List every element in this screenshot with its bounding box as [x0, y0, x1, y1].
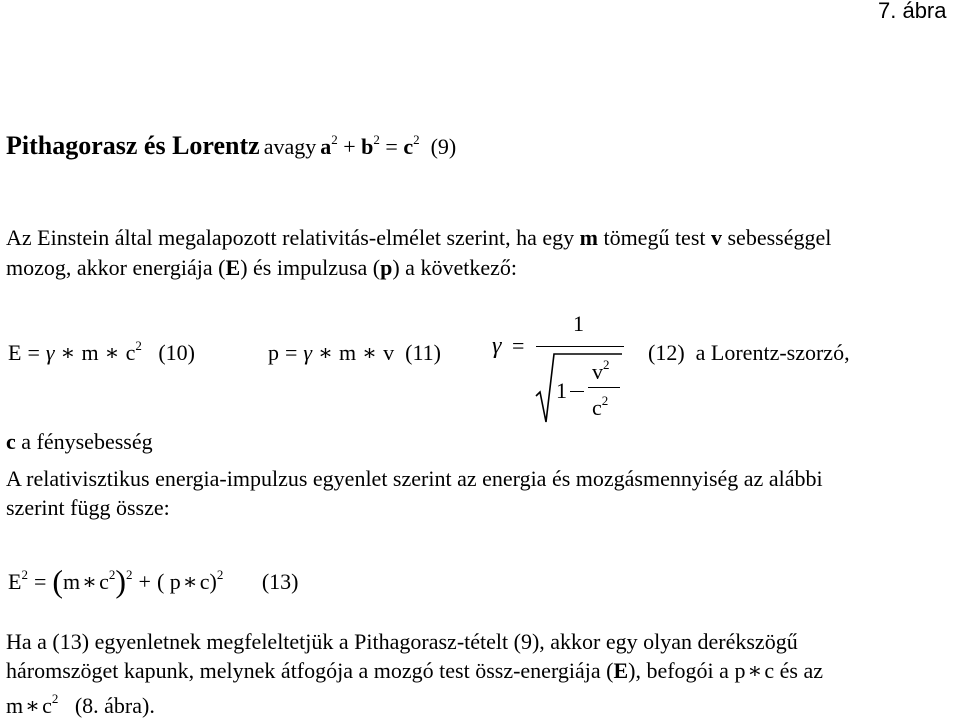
eq13-pc-exp: 2 [216, 567, 224, 582]
eq12-equals: = [512, 333, 525, 358]
intro-E: E [225, 255, 241, 280]
eq13-group-exp: 2 [126, 567, 133, 582]
title-c-exp: 2 [413, 132, 420, 147]
title-c: c [403, 134, 414, 159]
eq11-equals: = [285, 340, 298, 365]
title-b-exp: 2 [373, 132, 380, 147]
page-title [6, 128, 456, 168]
eq10-m: m [81, 340, 99, 365]
eq11-number: (11) [405, 340, 441, 365]
eq12-label [648, 339, 850, 367]
eq11-gamma: γ [303, 340, 313, 365]
equation-10 [8, 338, 195, 368]
eq12-minus-sign [570, 391, 584, 392]
definition-c-text: a fénysebesség [21, 429, 153, 454]
eq12-sqrt-sign [534, 350, 624, 428]
title-eq: = [385, 134, 398, 159]
eq12-main-fraction-bar [536, 346, 624, 347]
title-plus: + [343, 134, 356, 159]
eq11-p: p [268, 340, 279, 365]
equation-11 [268, 338, 441, 368]
para3-star-2: ∗ [25, 693, 41, 718]
eq13-star-2: ∗ [182, 569, 198, 594]
eq13-big-rparen: ) [115, 563, 127, 599]
intro-text-5: ) és impulzusa ( [240, 255, 381, 280]
eq11-m: m [339, 340, 357, 365]
paragraph-3-line-3 [6, 692, 155, 720]
para3-c: c [764, 658, 775, 683]
title-bold: Pithagorasz és Lorentz [6, 131, 260, 160]
para3-m: m [6, 693, 24, 718]
para3-exp: 2 [51, 691, 59, 706]
eq13-m: m [63, 569, 81, 594]
eq12-numerator: 1 [573, 311, 584, 336]
paragraph-3-line-2 [6, 657, 823, 685]
intro-text-3: sebességgel [727, 225, 832, 250]
eq13-number: (13) [261, 569, 299, 594]
para3-p: p [734, 658, 746, 683]
eq12-number: (12) [648, 340, 685, 365]
eq12-v: v [592, 359, 603, 384]
eq12-inner-fraction-bar [588, 387, 620, 388]
eq12-gamma: γ [492, 333, 502, 359]
eq13-E-exp: 2 [21, 567, 28, 582]
eq13-p: p [169, 569, 181, 594]
para3-E: E [613, 658, 629, 683]
eq13-c-1: c [99, 569, 109, 594]
paragraph-2-line-1: A relativisztikus energia-impulzus egyenlet szerint az energia és mozgásmennyiség az alábbi [6, 466, 823, 491]
intro-line-1 [6, 224, 831, 252]
eq13-equals: = [33, 569, 47, 594]
para3-text-2: ), befogói a [628, 658, 729, 683]
paragraph-3-line-1: Ha a (13) egyenletnek megfeleltetjük a Pithagorasz-tételt (9), akkor egy olyan derékszögű [6, 629, 798, 654]
intro-m: m [579, 225, 598, 250]
equation-13 [8, 563, 299, 599]
intro-p: p [380, 255, 393, 280]
figure-label: 7. ábra [878, 0, 947, 23]
para3-text-4: (8. ábra). [74, 693, 155, 718]
title-b: b [361, 134, 374, 159]
title-rest: avagy [263, 134, 317, 159]
para3-text-3: és az [779, 658, 824, 683]
eq13-star-1: ∗ [82, 569, 98, 594]
title-a-exp: 2 [331, 132, 338, 147]
eq12-v-squared [592, 359, 610, 385]
intro-line-2 [6, 254, 517, 282]
intro-text-6: ) a következő: [392, 255, 517, 280]
para3-c-2: c [42, 693, 52, 718]
eq11-v: v [383, 340, 395, 365]
eq10-gamma: γ [45, 340, 55, 365]
intro-text-2: tömegű test [603, 225, 706, 250]
eq10-star-1: ∗ [60, 340, 76, 365]
eq12-v-exp: 2 [603, 357, 610, 372]
eq13-big-lparen: ( [52, 563, 64, 599]
eq12-c: c [592, 395, 602, 420]
eq12-c-squared [592, 395, 608, 421]
definition-c-symbol: c [6, 429, 16, 454]
eq10-E: E [8, 340, 22, 365]
eq11-star-2: ∗ [362, 340, 378, 365]
eq10-equals: = [27, 340, 40, 365]
eq10-star-2: ∗ [104, 340, 120, 365]
eq13-c-2: c [199, 569, 210, 594]
intro-v: v [711, 225, 722, 250]
eq11-star-1: ∗ [318, 340, 334, 365]
eq13-E: E [8, 569, 22, 594]
eq10-number: (10) [158, 340, 195, 365]
eq12-one: 1 [556, 378, 567, 403]
eq13-plus: + [138, 569, 151, 594]
eq10-c: c [125, 340, 136, 365]
eq13-c-exp: 2 [108, 567, 116, 582]
eq13-rparen: ) [209, 569, 217, 594]
eq12-c-exp: 2 [601, 393, 609, 408]
para3-text-1: háromszöget kapunk, melynek átfogója a mozgó test össz-energiája ( [6, 658, 614, 683]
intro-text-1: Az Einstein által megalapozott relativitás-elmélet szerint, ha egy [6, 225, 575, 250]
definition-c [6, 428, 153, 456]
title-a: a [320, 134, 332, 159]
title-eq-number: (9) [430, 134, 457, 159]
eq10-exp: 2 [135, 338, 142, 353]
eq13-lparen: ( [156, 569, 165, 594]
paragraph-2-line-2: szerint függ össze: [6, 495, 170, 520]
para3-star: ∗ [747, 658, 763, 683]
eq12-description: a Lorentz-szorzó, [695, 340, 850, 365]
intro-text-4: mozog, akkor energiája ( [6, 255, 226, 280]
